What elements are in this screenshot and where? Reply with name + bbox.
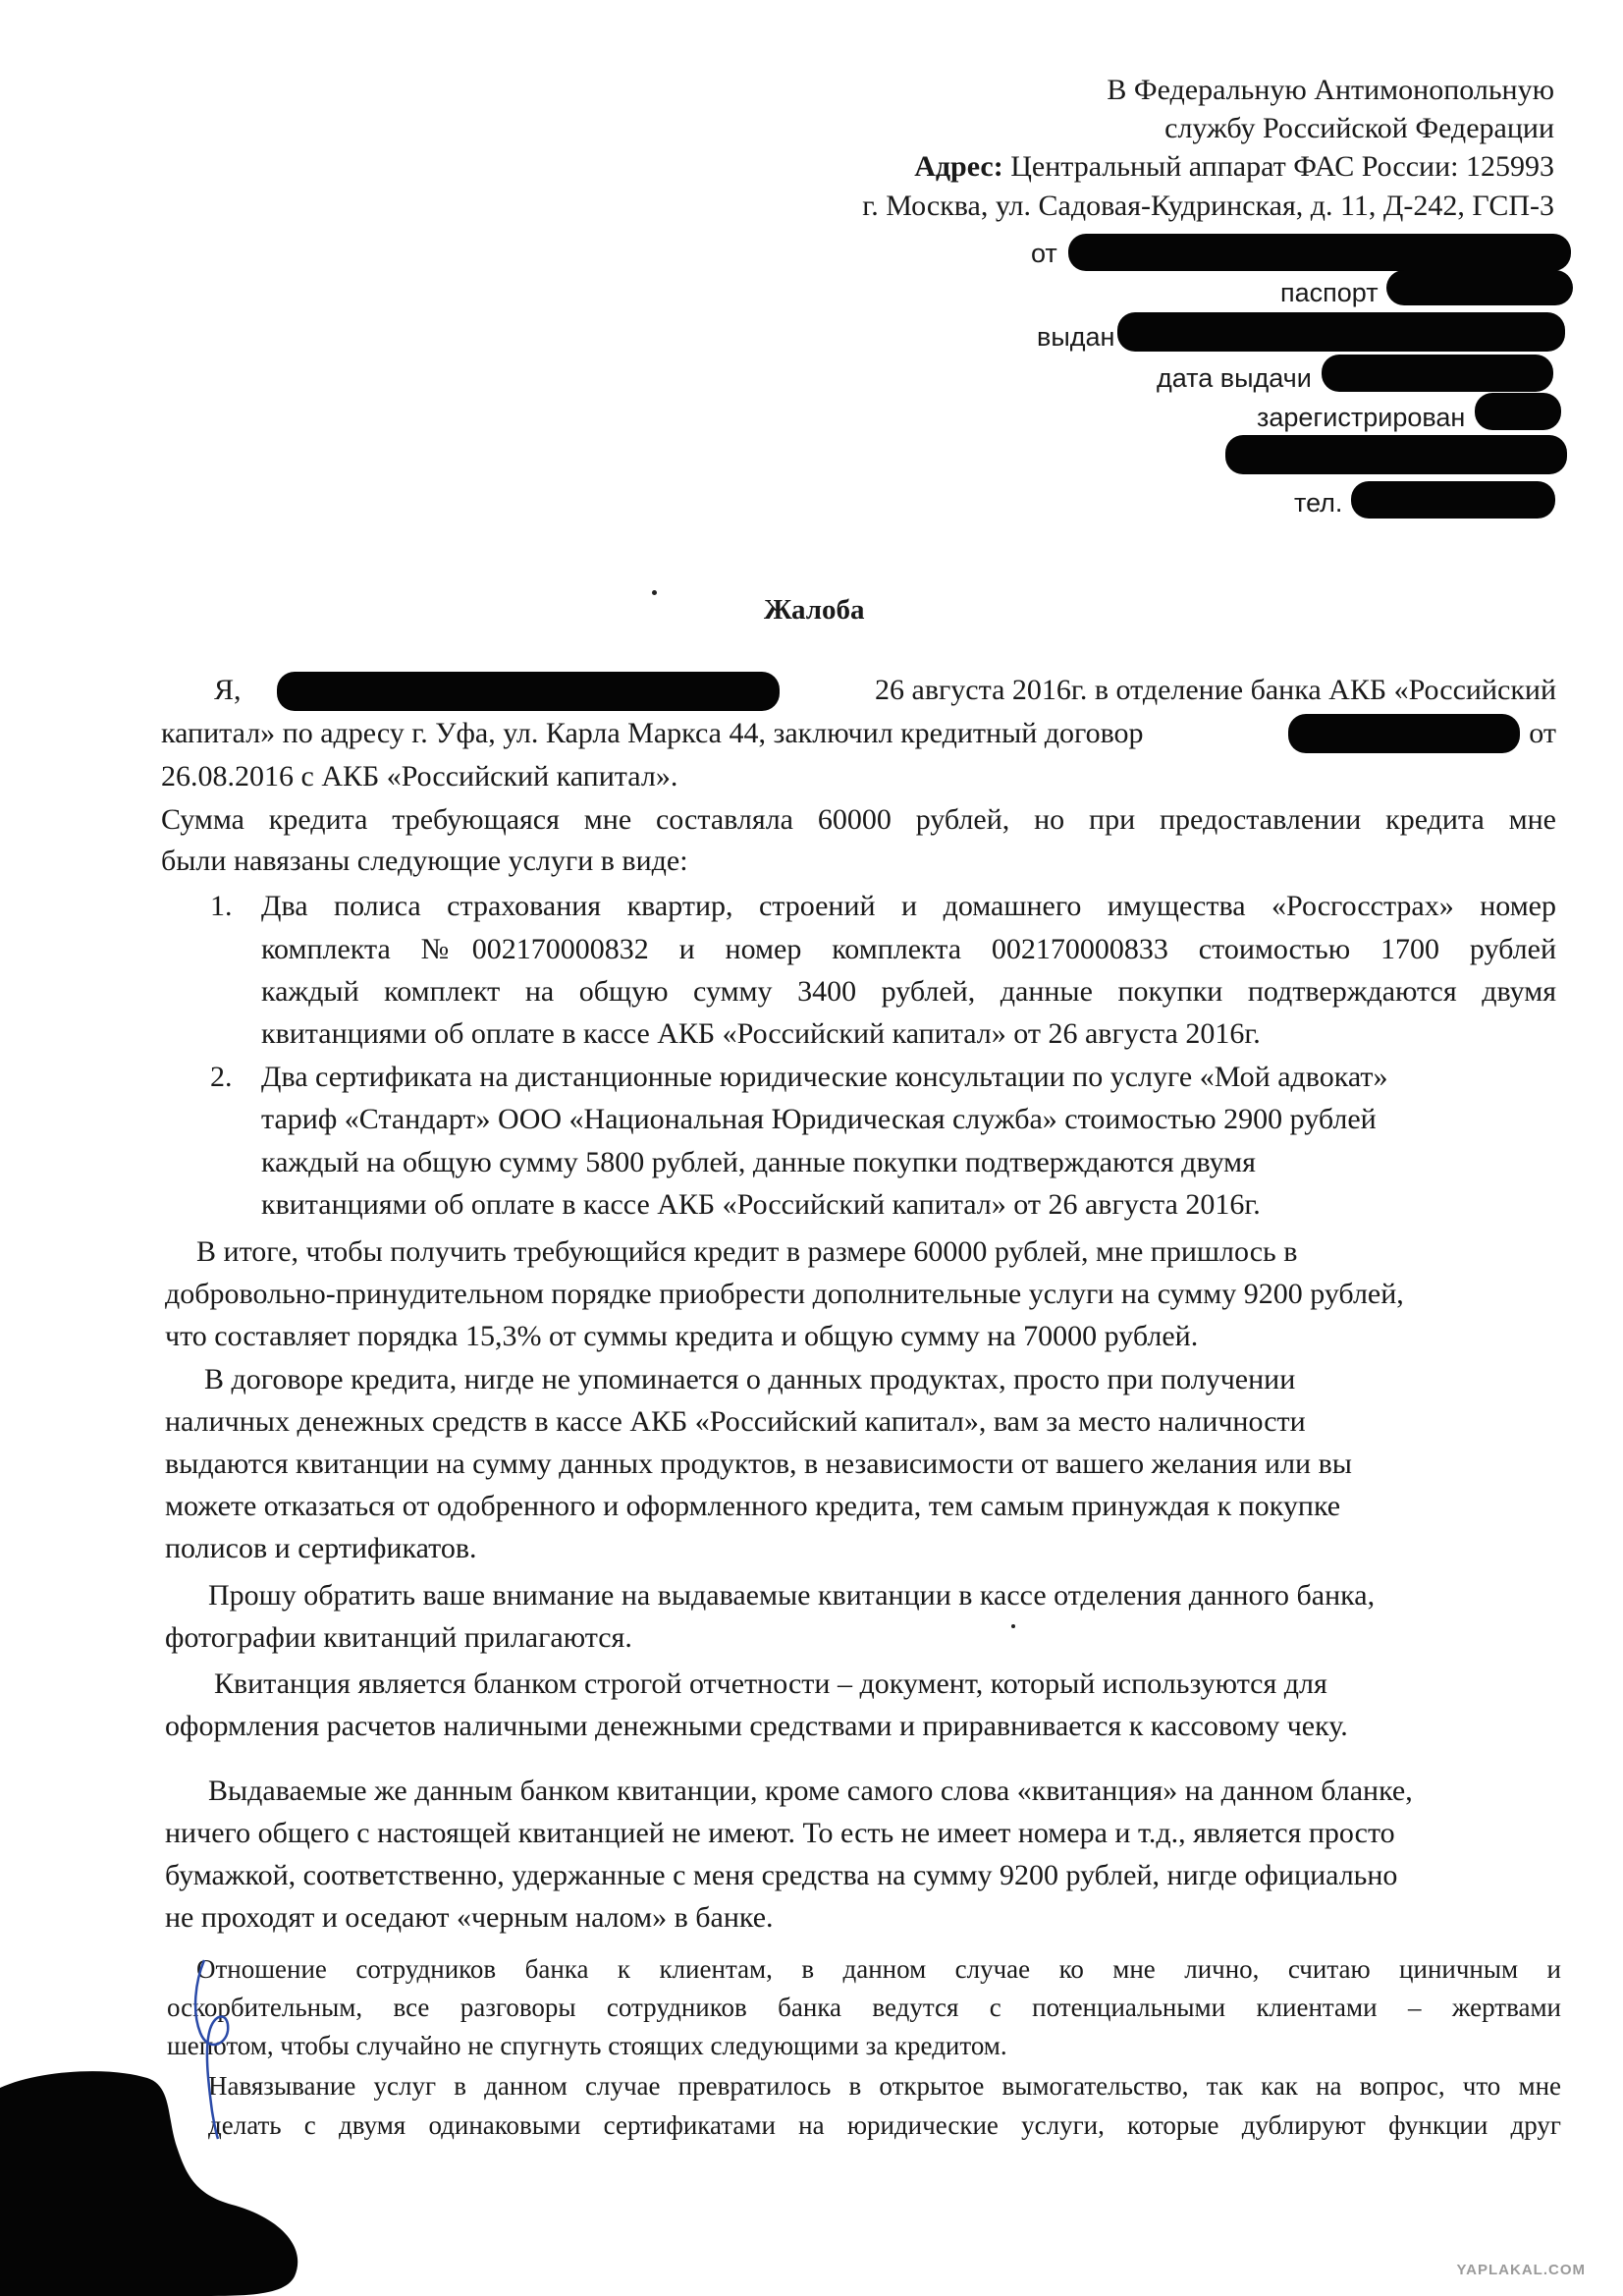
p7-line-4: не проходят и оседают «черным налом» в банке. — [165, 1901, 774, 1934]
stray-dot-1 — [652, 590, 657, 595]
p5-line-2: фотографии квитанций прилагаются. — [165, 1621, 632, 1654]
redaction-address — [1225, 435, 1567, 474]
registered-label: зарегистрирован — [1257, 403, 1466, 432]
address-line-1 — [914, 149, 1554, 185]
redaction-signature-blob — [0, 2058, 314, 2296]
list-item-2-line-4: квитанциями об оплате в кассе АКБ «Российский капитал» от 26 августа 2016г. — [261, 1188, 1261, 1221]
list-item-1-number: 1. — [210, 890, 233, 922]
address-line-2: г. Москва, ул. Садовая-Кудринская, д. 11, Д-242, ГСП-3 — [862, 190, 1554, 222]
p4-line-3: выдаются квитанции на сумму данных продуктов, в независимости от вашего желания или вы — [165, 1448, 1352, 1480]
redaction-issued — [1117, 312, 1565, 352]
p1-line-3: 26.08.2016 с АКБ «Российский капитал». — [161, 760, 678, 793]
redaction-phone — [1351, 481, 1555, 519]
p1-line-2-start: капитал» по адресу г. Уфа, ул. Карла Маркса 44, заключил кредитный договор — [161, 717, 1144, 749]
p7-line-1: Выдаваемые же данным банком квитанции, кроме самого слова «квитанция» на данном бланке, — [208, 1775, 1413, 1807]
redaction-issue-date — [1322, 355, 1553, 392]
redaction-registered — [1475, 393, 1561, 430]
p8-line-3: шепотом, чтобы случайно не спугнуть стоящих следующими за кредитом. — [167, 2031, 1007, 2060]
addressee-line-2: службу Российской Федерации — [1164, 112, 1554, 144]
p5-line-1: Прошу обратить ваше внимание на выдаваемые квитанции в кассе отделения данного банка, — [208, 1579, 1376, 1612]
p6-line-1: Квитанция является бланком строгой отчетности – документ, который используются для — [214, 1667, 1327, 1700]
list-item-2-line-3: каждый на общую сумму 5800 рублей, данные покупки подтверждаются двумя — [261, 1146, 1256, 1178]
p8-line-2: оскорбительным, все разговоры сотрудников банка ведутся с потенциальными клиентами – жертвами — [167, 1993, 1561, 2022]
p9-line-2: делать с двумя одинаковыми сертификатами на юридические услуги, которые дублируют функции друг — [208, 2110, 1561, 2140]
list-item-2-line-2: тариф «Стандарт» ООО «Национальная Юридическая служба» стоимостью 2900 рублей — [261, 1103, 1377, 1135]
issued-label: выдан — [1037, 322, 1115, 352]
phone-label: тел. — [1294, 488, 1343, 518]
p4-line-5: полисов и сертификатов. — [165, 1532, 477, 1564]
p8-line-1: Отношение сотрудников банка к клиентам, в данном случае ко мне лично, считаю циничным и — [196, 1954, 1561, 1984]
p4-line-2: наличных денежных средств в кассе АКБ «Российский капитал», вам за место наличности — [165, 1405, 1306, 1438]
from-label: от — [1031, 239, 1057, 268]
p1-line-2-end: от — [1529, 717, 1556, 749]
list-item-1-line-2: комплекта №002170000832 и номер комплекта 002170000833 стоимостью 1700 рублей — [261, 933, 1556, 965]
p2-line-1: Сумма кредита требующаяся мне составляла 60000 рублей, но при предоставлении кредита мне — [161, 803, 1556, 836]
p4-line-4: можете отказаться от одобренного и оформленного кредита, тем самым принуждая к покупке — [165, 1490, 1341, 1522]
watermark: YAPLAKAL.COM — [1456, 2262, 1586, 2278]
stray-dot-2 — [1011, 1624, 1015, 1628]
list-item-2-line-1: Два сертификата на дистанционные юридические консультации по услуге «Мой адвокат» — [261, 1061, 1388, 1093]
p3-line-3: что составляет порядка 15,3% от суммы кредита и общую сумму на 70000 рублей. — [165, 1320, 1199, 1352]
address-line-1-text: Центральный аппарат ФАС России: 125993 — [1010, 150, 1554, 183]
p3-line-2: добровольно-принудительном порядке приобрести дополнительные услуги на сумму 9200 рублей, — [165, 1278, 1404, 1310]
document-title: Жалоба — [764, 594, 865, 626]
list-item-1-line-4: квитанциями об оплате в кассе АКБ «Российский капитал» от 26 августа 2016г. — [261, 1017, 1261, 1050]
list-item-2-number: 2. — [210, 1061, 233, 1093]
passport-label: паспорт — [1280, 278, 1379, 307]
redaction-passport — [1386, 270, 1573, 305]
addressee-line-1: В Федеральную Антимонопольную — [1107, 74, 1554, 106]
list-item-1-line-1: Два полиса страхования квартир, строений и домашнего имущества «Росгосстрах» номер — [261, 890, 1556, 922]
p2-line-2: были навязаны следующие услуги в виде: — [161, 845, 688, 877]
list-item-1-line-3: каждый комплект на общую сумму 3400 рублей, данные покупки подтверждаются двумя — [261, 975, 1556, 1008]
p7-line-2: ничего общего с настоящей квитанцией не имеют. То есть не имеет номера и т.д., является просто — [165, 1817, 1395, 1849]
p6-line-2: оформления расчетов наличными денежными средствами и приравнивается к кассовому чеку. — [165, 1710, 1348, 1742]
p3-line-1: В итоге, чтобы получить требующийся кредит в размере 60000 рублей, мне пришлось в — [196, 1235, 1298, 1268]
p1-line-1-start: Я, — [214, 674, 242, 706]
issue-date-label: дата выдачи — [1157, 363, 1312, 393]
address-label: Адрес: — [914, 150, 1003, 183]
redaction-name — [277, 672, 780, 711]
p7-line-3: бумажкой, соответственно, удержанные с меня средства на сумму 9200 рублей, нигде официально — [165, 1859, 1398, 1891]
redaction-contract — [1288, 714, 1520, 753]
redaction-from — [1068, 234, 1571, 271]
p1-line-1-end: 26 августа 2016г. в отделение банка АКБ «Российский — [875, 674, 1556, 706]
p4-line-1: В договоре кредита, нигде не упоминается о данных продуктах, просто при получении — [204, 1363, 1296, 1395]
p9-line-1: Навязывание услуг в данном случае превратилось в открытое вымогательство, так как на вопрос, что мне — [208, 2071, 1561, 2101]
